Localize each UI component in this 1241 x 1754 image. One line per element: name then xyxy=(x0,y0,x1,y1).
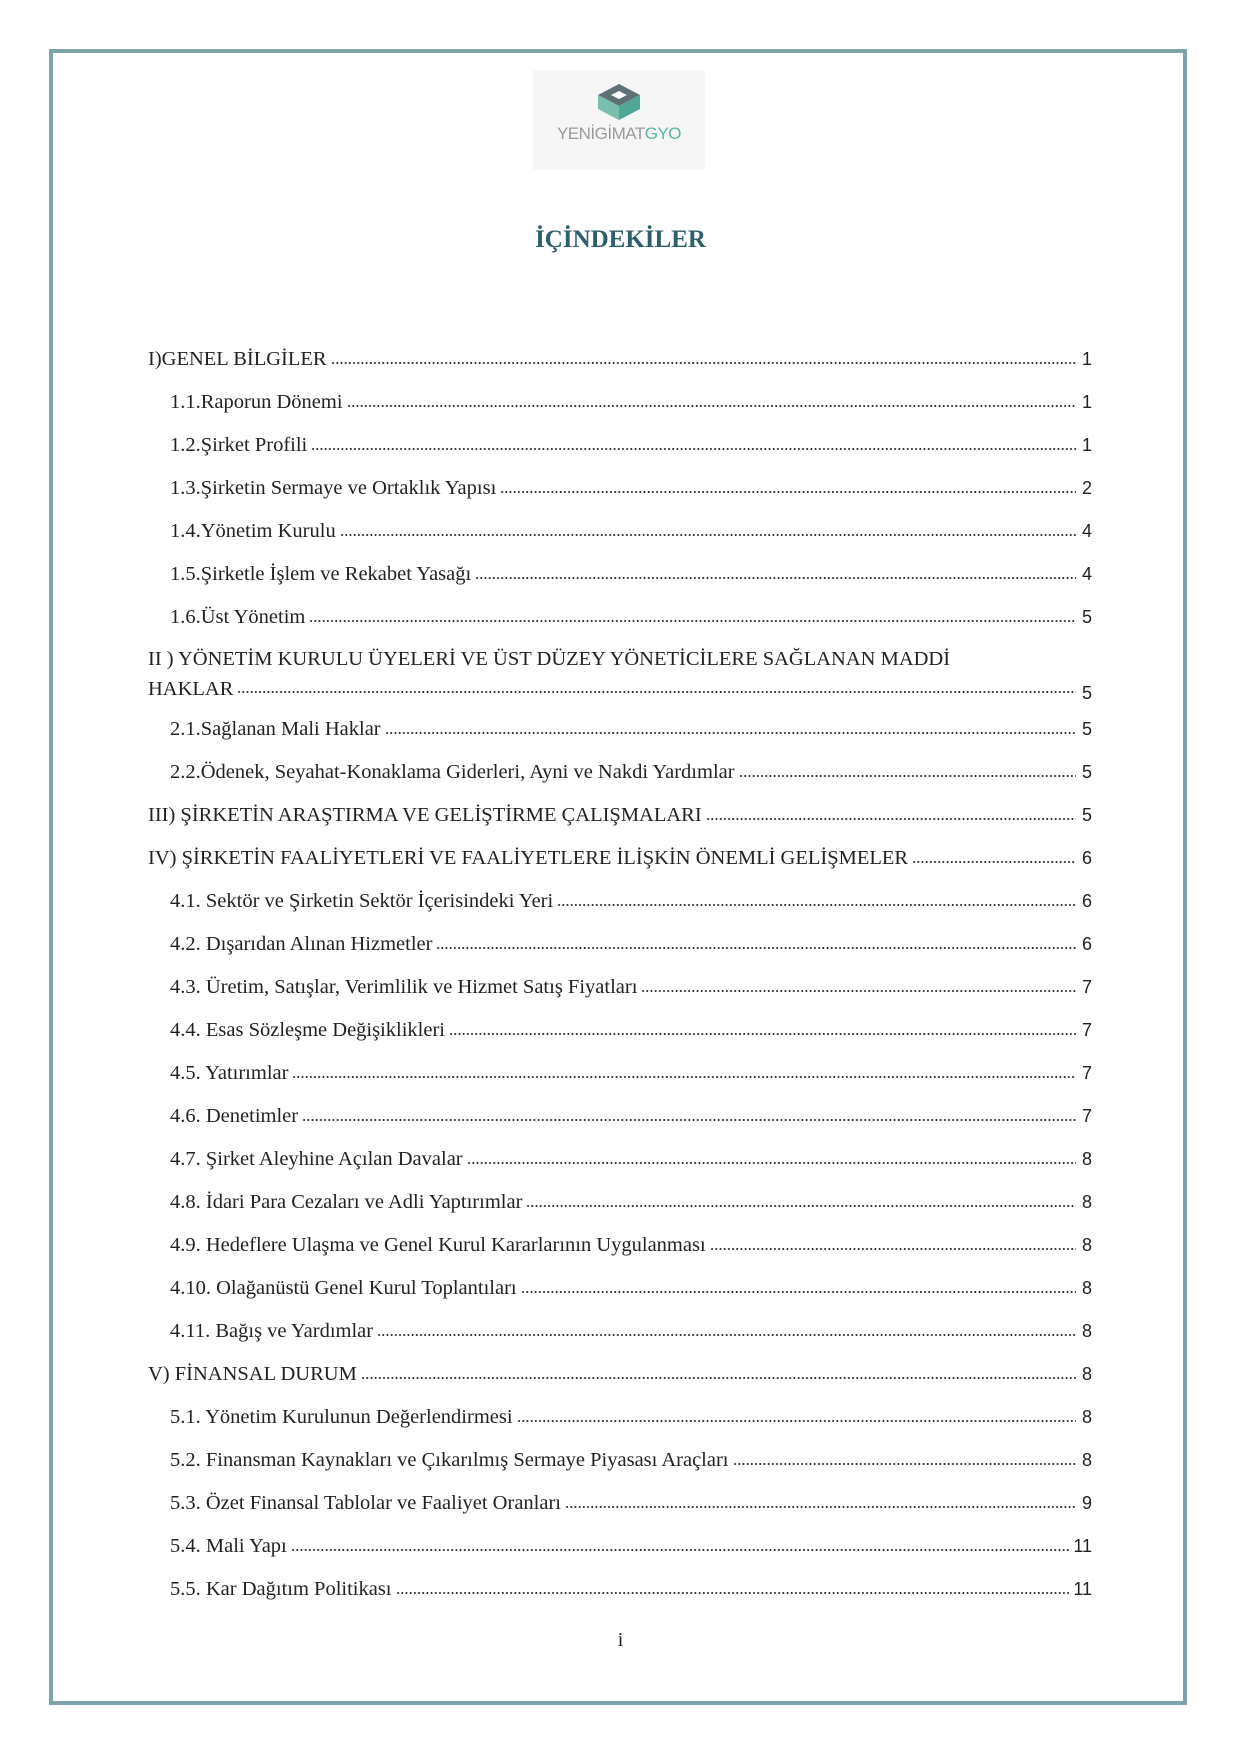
toc-entry-page: 6 xyxy=(1081,891,1092,911)
dot-leader xyxy=(377,1321,1076,1342)
toc-entry-page: 11 xyxy=(1073,1579,1092,1599)
dot-leader xyxy=(449,1020,1076,1041)
toc-entry-page: 1 xyxy=(1081,349,1092,369)
dot-leader xyxy=(521,1278,1076,1299)
toc-entry-page: 7 xyxy=(1081,1063,1092,1083)
toc-entry-page: 8 xyxy=(1081,1450,1092,1470)
toc-entry[interactable] xyxy=(148,1224,1092,1267)
toc-entry[interactable] xyxy=(148,510,1092,553)
toc-entry-page: 5 xyxy=(1081,682,1092,703)
toc-entry[interactable] xyxy=(148,1052,1092,1095)
toc-entry-title: 1.5.Şirketle İşlem ve Rekabet Yasağı xyxy=(170,563,472,585)
toc-entry[interactable] xyxy=(148,553,1092,596)
logo-cube-icon xyxy=(596,82,642,122)
toc-entry-title: 1.4.Yönetim Kurulu xyxy=(170,520,336,542)
toc-entry-page: 5 xyxy=(1081,719,1092,739)
toc-entry-title: 5.4. Mali Yapı xyxy=(170,1535,287,1557)
toc-entry[interactable] xyxy=(148,424,1092,467)
toc-entry-title: III) ŞİRKETİN ARAŞTIRMA VE GELİŞTİRME ÇALIŞMALARI xyxy=(148,804,702,826)
toc-entry-title: HAKLAR xyxy=(148,677,234,700)
toc-entry[interactable] xyxy=(148,596,1092,639)
toc-entry-page: 8 xyxy=(1081,1321,1092,1341)
toc-entry-page: 8 xyxy=(1081,1235,1092,1255)
toc-entry-title: 4.1. Sektör ve Şirketin Sektör İçerisindeki Yeri xyxy=(170,890,554,912)
toc-entry-title: 4.10. Olağanüstü Genel Kurul Toplantıları xyxy=(170,1277,517,1299)
toc-entry-title: 4.5. Yatırımlar xyxy=(170,1062,289,1084)
toc-entry[interactable] xyxy=(148,966,1092,1009)
toc-entry[interactable] xyxy=(148,467,1092,510)
dot-leader xyxy=(361,1364,1076,1385)
toc-entry[interactable] xyxy=(148,1267,1092,1310)
toc-entry[interactable] xyxy=(148,1181,1092,1224)
toc-entry-title: 1.6.Üst Yönetim xyxy=(170,606,306,628)
toc-entry[interactable] xyxy=(148,1310,1092,1353)
toc-entry[interactable] xyxy=(148,639,1092,708)
toc-entry-title: 4.2. Dışarıdan Alınan Hizmetler xyxy=(170,933,433,955)
dot-leader xyxy=(733,1450,1077,1471)
toc-entry[interactable] xyxy=(148,1095,1092,1138)
toc-entry-page: 4 xyxy=(1081,564,1092,584)
logo-text-main: YENİGİMAT xyxy=(556,124,645,143)
dot-leader xyxy=(385,719,1076,740)
dot-leader xyxy=(237,678,1076,699)
toc-entry[interactable] xyxy=(148,338,1092,381)
toc-entry[interactable] xyxy=(148,880,1092,923)
toc-entry-page: 7 xyxy=(1081,1106,1092,1126)
toc-entry[interactable] xyxy=(148,1353,1092,1396)
toc-entry-title: 5.3. Özet Finansal Tablolar ve Faaliyet Oranları xyxy=(170,1492,561,1514)
toc-entry-title: V) FİNANSAL DURUM xyxy=(148,1363,357,1385)
toc-entry-title: 4.8. İdari Para Cezaları ve Adli Yaptırımlar xyxy=(170,1191,523,1213)
toc-entry-title: 1.1.Raporun Dönemi xyxy=(170,391,343,413)
dot-leader xyxy=(347,392,1076,413)
toc-entry[interactable] xyxy=(148,381,1092,424)
toc-entry[interactable] xyxy=(148,1525,1092,1568)
dot-leader xyxy=(557,891,1076,912)
page-number: i xyxy=(617,1629,624,1651)
toc-entry[interactable] xyxy=(148,1568,1092,1611)
toc-entry[interactable] xyxy=(148,708,1092,751)
toc-entry-title: 4.11. Bağış ve Yardımlar xyxy=(170,1320,374,1342)
dot-leader xyxy=(526,1192,1076,1213)
dot-leader xyxy=(710,1235,1076,1256)
logo-text-accent: GYO xyxy=(644,124,682,143)
toc-entry[interactable] xyxy=(148,923,1092,966)
dot-leader xyxy=(517,1407,1076,1428)
dot-leader xyxy=(467,1149,1076,1170)
toc-entry-title: 2.2.Ödenek, Seyahat-Konaklama Giderleri, Ayni ve Nakdi Yardımlar xyxy=(170,761,735,783)
logo-wordmark xyxy=(533,124,705,144)
page-title: İÇİNDEKİLER xyxy=(535,226,706,253)
dot-leader xyxy=(565,1493,1076,1514)
toc-entry-title: 2.1.Sağlanan Mali Haklar xyxy=(170,718,381,740)
company-logo xyxy=(533,70,705,170)
toc-entry-page: 8 xyxy=(1081,1364,1092,1384)
dot-leader xyxy=(436,934,1076,955)
toc-entry[interactable] xyxy=(148,1482,1092,1525)
dot-leader xyxy=(292,1063,1076,1084)
toc-entry-page: 11 xyxy=(1073,1536,1092,1556)
toc-entry-title: 5.2. Finansman Kaynakları ve Çıkarılmış Sermaye Piyasası Araçları xyxy=(170,1449,729,1471)
toc-entry-page: 2 xyxy=(1081,478,1092,498)
dot-leader xyxy=(302,1106,1076,1127)
toc-entry[interactable] xyxy=(148,751,1092,794)
toc-entry-page: 5 xyxy=(1081,805,1092,825)
toc-entry-page: 1 xyxy=(1081,435,1092,455)
dot-leader xyxy=(309,607,1076,628)
toc-entry-page: 5 xyxy=(1081,607,1092,627)
toc-entry[interactable] xyxy=(148,794,1092,837)
dot-leader xyxy=(396,1579,1070,1600)
toc-entry-page: 7 xyxy=(1081,977,1092,997)
toc-entry[interactable] xyxy=(148,1396,1092,1439)
toc-entry-page: 8 xyxy=(1081,1407,1092,1427)
toc-entry-title: 4.3. Üretim, Satışlar, Verimlilik ve Hizmet Satış Fiyatları xyxy=(170,976,638,998)
toc-entry-page: 6 xyxy=(1081,934,1092,954)
toc-entry[interactable] xyxy=(148,1009,1092,1052)
toc-entry-title: II ) YÖNETİM KURULU ÜYELERİ VE ÜST DÜZEY YÖNETİCİLERE SAĞLANAN MADDİ xyxy=(148,647,951,670)
dot-leader xyxy=(291,1536,1070,1557)
toc-entry-title: 4.4. Esas Sözleşme Değişiklikleri xyxy=(170,1019,445,1041)
toc-entry-title: 4.6. Denetimler xyxy=(170,1105,299,1127)
toc-entry-title: 5.5. Kar Dağıtım Politikası xyxy=(170,1578,392,1600)
toc-entry-page: 6 xyxy=(1081,848,1092,868)
toc-entry-page: 5 xyxy=(1081,762,1092,782)
toc-entry-title: 4.7. Şirket Aleyhine Açılan Davalar xyxy=(170,1148,463,1170)
table-of-contents xyxy=(148,338,1092,1611)
dot-leader xyxy=(500,478,1076,499)
toc-entry-title: 1.2.Şirket Profili xyxy=(170,434,308,456)
toc-entry-title: I)GENEL BİLGİLER xyxy=(148,348,327,370)
toc-entry[interactable] xyxy=(148,837,1092,880)
dot-leader xyxy=(475,564,1076,585)
toc-entry[interactable] xyxy=(148,1138,1092,1181)
toc-entry-page: 9 xyxy=(1081,1493,1092,1513)
toc-entry-title: 5.1. Yönetim Kurulunun Değerlendirmesi xyxy=(170,1406,513,1428)
toc-entry-page: 4 xyxy=(1081,521,1092,541)
toc-entry-page: 8 xyxy=(1081,1278,1092,1298)
dot-leader xyxy=(912,848,1076,869)
dot-leader xyxy=(739,762,1076,783)
dot-leader xyxy=(706,805,1076,826)
dot-leader xyxy=(331,349,1076,370)
dot-leader xyxy=(641,977,1076,998)
toc-entry[interactable] xyxy=(148,1439,1092,1482)
toc-entry-page: 1 xyxy=(1081,392,1092,412)
dot-leader xyxy=(311,435,1076,456)
toc-entry-title: IV) ŞİRKETİN FAALİYETLERİ VE FAALİYETLERE İLİŞKİN ÖNEMLİ GELİŞMELER xyxy=(148,847,909,869)
dot-leader xyxy=(340,521,1076,542)
toc-entry-title: 1.3.Şirketin Sermaye ve Ortaklık Yapısı xyxy=(170,477,497,499)
toc-entry-title: 4.9. Hedeflere Ulaşma ve Genel Kurul Kararlarının Uygulanması xyxy=(170,1234,706,1256)
toc-entry-page: 8 xyxy=(1081,1149,1092,1169)
toc-entry-page: 8 xyxy=(1081,1192,1092,1212)
toc-entry-page: 7 xyxy=(1081,1020,1092,1040)
